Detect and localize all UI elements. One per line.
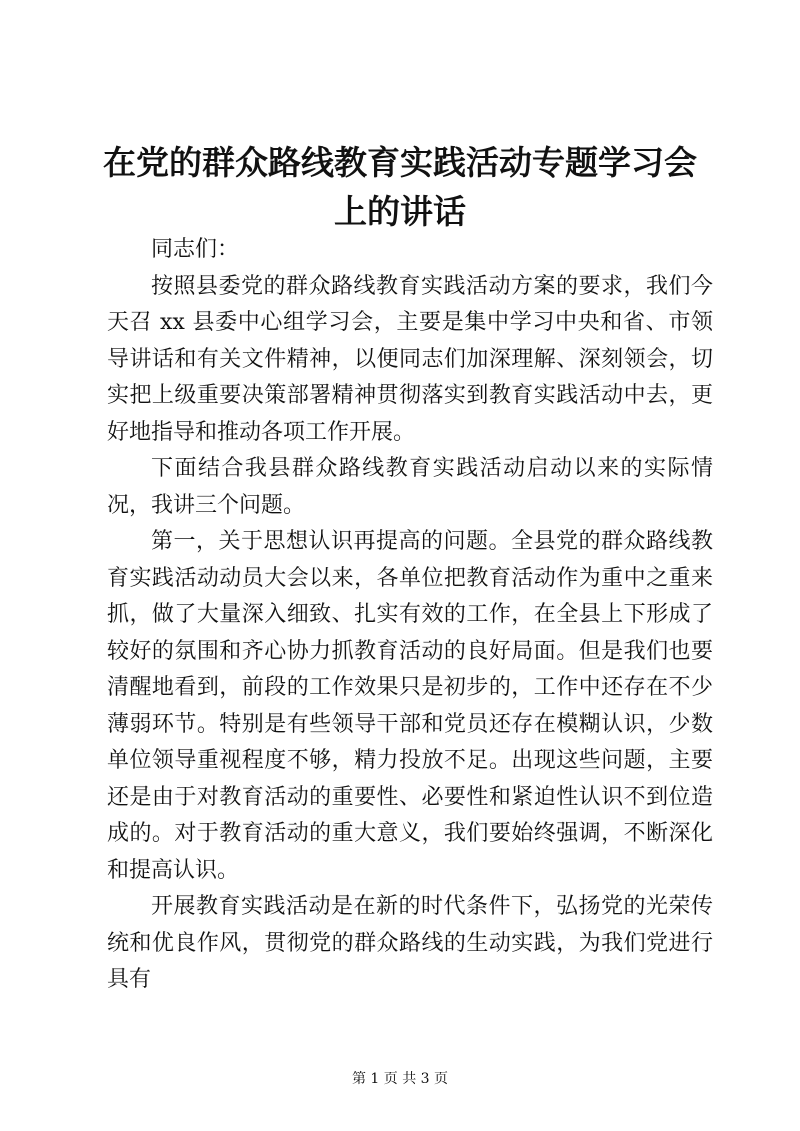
document-title: 在党的群众路线教育实践活动专题学习会上的讲话	[103, 143, 697, 231]
body-paragraph: 下面结合我县群众路线教育实践活动启动以来的实际情况，我讲三个问题。	[107, 456, 713, 518]
body-paragraph: 按照县委党的群众路线教育实践活动方案的要求，我们今天召 xx 县委中心组学习会，主要是集中学习中央和省、市领导讲话和有关文件精神，以便同志们加深理解、深刻领会，切实把上级重要决策部署精神贯彻落实到教育实践活动中去，更好地指导和推动各项工作开展。	[107, 273, 713, 445]
body-paragraph: 开展教育实践活动是在新的时代条件下，弘扬党的光荣传统和优良作风，贯彻党的群众路线的生动实践，为我们党进行具有	[107, 894, 713, 992]
greeting-paragraph: 同志们：	[151, 237, 240, 262]
body-paragraph: 第一，关于思想认识再提高的问题。全县党的群众路线教育实践活动动员大会以来，各单位把教育活动作为重中之重来抓，做了大量深入细致、扎实有效的工作，在全县上下形成了较好的氛围和齐心协力抓教育活动的良好局面。但是我们也要清醒地看到，前段的工作效果只是初步的，工作中还存在不少薄弱环节。特别是有些领导干部和党员还存在模糊认识，少数单位领导重视程度不够，精力投放不足。出现这些问题，主要还是由于对教育活动的重要性、必要性和紧迫性认识不到位造成的。对于教育活动的重大意义，我们要始终强调，不断深化和提高认识。	[107, 529, 713, 883]
document-body	[107, 232, 713, 999]
page-number-footer: 第 1 页 共 3 页	[351, 1071, 449, 1087]
